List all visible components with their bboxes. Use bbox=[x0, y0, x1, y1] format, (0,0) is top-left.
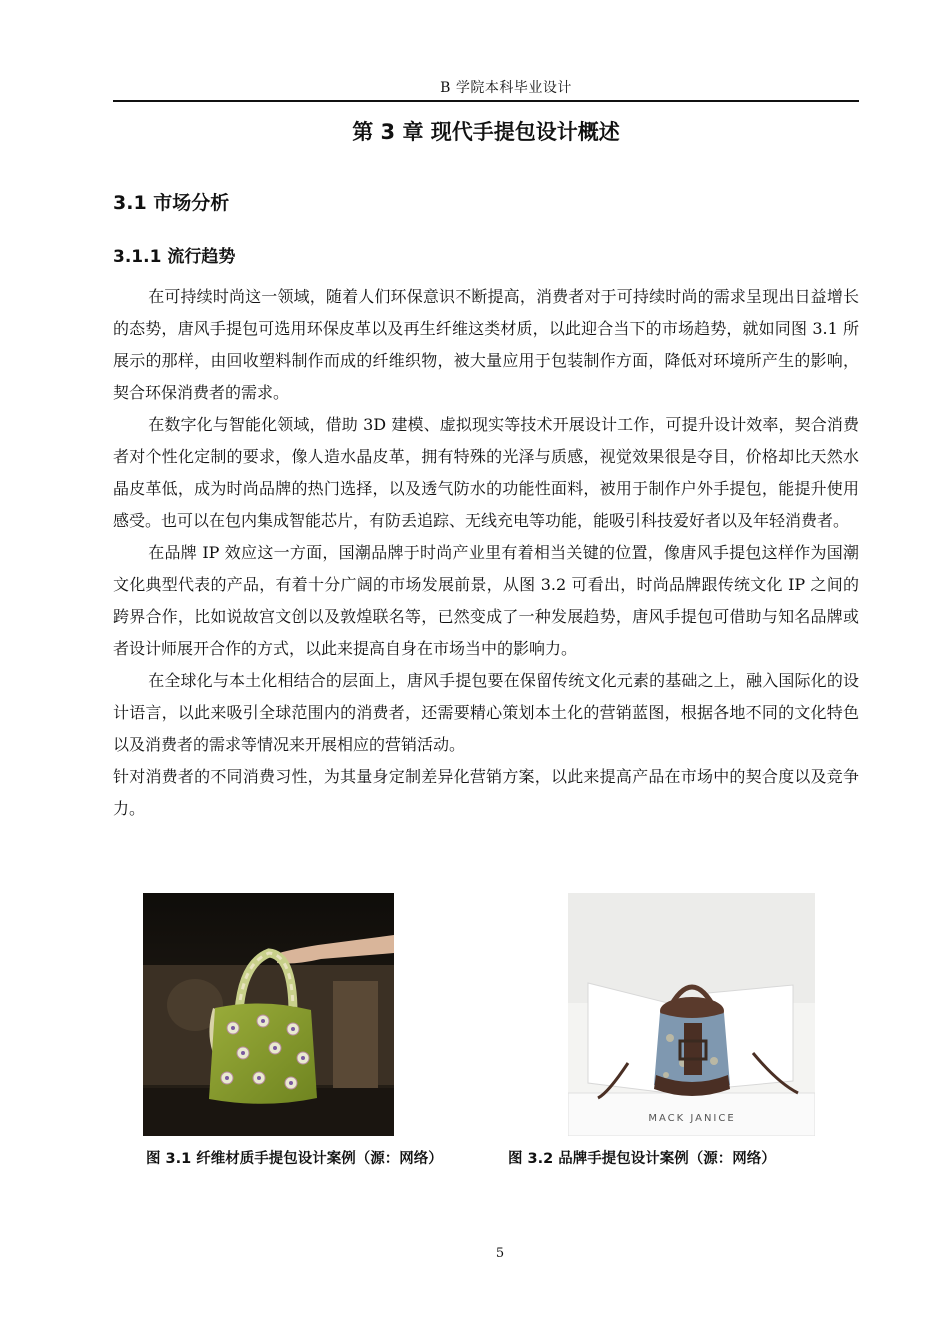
section-heading: 3.1 市场分析 bbox=[113, 192, 230, 214]
page-number: 5 bbox=[495, 1246, 505, 1261]
header-rule bbox=[113, 100, 859, 102]
figure-3-2-image bbox=[568, 893, 815, 1136]
running-header: B 学院本科毕业设计 bbox=[440, 80, 572, 96]
box-brand-text: MACK JANICE bbox=[648, 1113, 736, 1124]
brand-handbag-photo bbox=[568, 893, 815, 1136]
paragraph: 在数字化与智能化领域，借助 3D 建模、虚拟现实等技术开展设计工作，可提升设计效率，契合消费者对个性化定制的要求，像人造水晶皮革，拥有特殊的光泽与质感，视觉效果很是夺目，价格却比天然水晶皮革低，成为时尚品牌的热门选择，以及透气防水的功能性面料，被用于制作户外手提包，能提升使用感受。也可以在包内集成智能芯片，有防丢追踪、无线充电等功能，能吸引科技爱好者以及年轻消费者。 bbox=[113, 415, 859, 530]
chapter-title: 第 3 章 现代手提包设计概述 bbox=[352, 120, 620, 144]
paragraph: 在可持续时尚这一领域，随着人们环保意识不断提高，消费者对于可持续时尚的需求呈现出日益增长的态势，唐风手提包可选用环保皮革以及再生纤维这类材质，以此迎合当下的市场趋势，就如同图 3.1 所展示的那样，由回收塑料制作而成的纤维织物，被大量应用于包装制作方面，降低对环境所产生的影响，契合环保消费者的需求。 bbox=[113, 287, 859, 402]
figure-caption: 图 3.2 品牌手提包设计案例（源：网络） bbox=[508, 1151, 776, 1167]
figure-caption: 图 3.1 纤维材质手提包设计案例（源：网络） bbox=[146, 1151, 443, 1167]
figure-3-1-image bbox=[143, 893, 394, 1136]
subsection-heading: 3.1.1 流行趋势 bbox=[113, 247, 236, 267]
body-text bbox=[113, 281, 859, 825]
paragraph: 在全球化与本土化相结合的层面上，唐风手提包要在保留传统文化元素的基础之上，融入国际化的设计语言，以此来吸引全球范围内的消费者，还需要精心策划本土化的营销蓝图，根据各地不同的文化特色以及消费者的需求等情况来开展相应的营销活动。 bbox=[113, 671, 859, 754]
green-handbag-photo bbox=[143, 893, 394, 1136]
paragraph: 在品牌 IP 效应这一方面，国潮品牌于时尚产业里有着相当关键的位置，像唐风手提包这样作为国潮文化典型代表的产品，有着十分广阔的市场发展前景，从图 3.2 可看出，时尚品牌跟传统文化 IP 之间的跨界合作，比如说故宫文创以及敦煌联名等，已然变成了一种发展趋势，唐风手提包可借助与知名品牌或者设计师展开合作的方式，以此来提高自身在市场当中的影响力。 bbox=[113, 543, 859, 658]
paragraph: 针对消费者的不同消费习性，为其量身定制差异化营销方案，以此来提高产品在市场中的契合度以及竞争力。 bbox=[113, 767, 859, 818]
